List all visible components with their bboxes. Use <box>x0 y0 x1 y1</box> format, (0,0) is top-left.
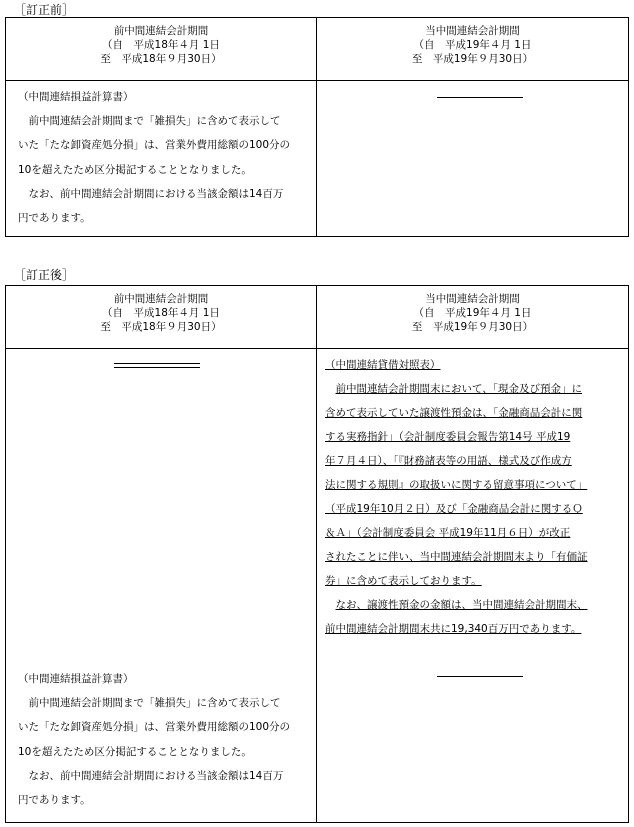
body-line: 含めて表示していた譲渡性預金は、「金融商品会計に関 <box>325 407 583 419</box>
before-header-row <box>6 18 628 81</box>
section-heading: （中間連結損益計算書） <box>18 673 134 685</box>
before-prev-period-header <box>6 18 317 80</box>
body-line: 円であります。 <box>18 794 91 807</box>
before-label: ［訂正前］ <box>14 3 75 17</box>
after-curr-period-header <box>317 286 628 348</box>
period-from: （自 平成18年４月 1日 <box>102 307 220 319</box>
period-title: 前中間連結会計期間 <box>113 25 209 37</box>
body-line: いた「たな卸資産処分損」は、営業外費用総額の100分の <box>18 721 291 734</box>
before-table <box>5 17 629 237</box>
body-line: なお、前中間連結会計期間における当該金額は14百万 <box>28 769 284 782</box>
body-line: されたことに伴い、当中間連結会計期間末より「有価証 <box>325 551 588 563</box>
body-line: する実務指針」（会計制度委員会報告第14号 平成19 <box>325 431 571 443</box>
body-line: なお、前中間連結会計期間における当該金額は14百万 <box>28 187 284 200</box>
body-line: 10を超えたため区分掲記することとなりました。 <box>18 163 252 176</box>
body-line: 前中間連結会計期間まで「雑損失」に含めて表示して <box>28 115 281 128</box>
body-line: 10を超えたため区分掲記することとなりました。 <box>18 745 252 758</box>
period-to: 至 平成19年９月30日） <box>411 53 534 65</box>
period-title: 前中間連結会計期間 <box>113 293 209 305</box>
body-line: 年７月４日）、「『財務諸表等の用語、様式及び作成方 <box>325 455 572 467</box>
after-label: ［訂正後］ <box>14 268 75 282</box>
none-dash-double <box>114 363 200 368</box>
after-prev-body <box>6 349 317 823</box>
body-line: いた「たな卸資産処分損」は、営業外費用総額の100分の <box>18 139 291 152</box>
period-title: 当中間連結会計期間 <box>425 25 520 37</box>
section-heading: （中間連結損益計算書） <box>18 91 134 103</box>
section-heading: （中間連結貸借対照表） <box>325 359 441 371</box>
body-line: 前中間連結会計期間まで「雑損失」に含めて表示して <box>28 697 281 710</box>
after-body-row <box>6 349 628 823</box>
before-curr-body <box>317 81 628 237</box>
before-body-row <box>6 81 628 237</box>
body-line: 円であります。 <box>18 212 91 225</box>
before-prev-body <box>6 81 317 237</box>
before-curr-period-header <box>317 18 628 80</box>
body-line: なお、譲渡性預金の金額は、当中間連結会計期間末、 <box>335 599 588 611</box>
body-line: 券」に含めて表示しております。 <box>325 575 482 587</box>
none-dash <box>437 97 523 98</box>
body-line: 前中間連結会計期間末共に19,340百万円であります。 <box>325 623 582 635</box>
body-line: ＆Ａ」（会計制度委員会 平成19年11月６日）が改正 <box>325 527 571 539</box>
period-from: （自 平成19年４月 1日 <box>413 39 532 51</box>
period-to: 至 平成18年９月30日） <box>100 53 222 65</box>
period-from: （自 平成19年４月 1日 <box>413 307 532 319</box>
body-line: （平成19年10月２日）及び「金融商品会計に関するＱ <box>325 503 583 515</box>
period-title: 当中間連結会計期間 <box>425 293 520 305</box>
after-prev-period-header <box>6 286 317 348</box>
after-table <box>5 285 629 823</box>
after-curr-body <box>317 349 628 823</box>
period-to: 至 平成18年９月30日） <box>100 321 222 333</box>
body-line: 前中間連結会計期間末において、「現金及び預金」に <box>335 383 583 395</box>
period-to: 至 平成19年９月30日） <box>411 321 534 333</box>
body-line: 法に関する規則』の取扱いに関する留意事項について」 <box>325 479 588 491</box>
period-from: （自 平成18年４月 1日 <box>102 39 220 51</box>
none-dash <box>437 676 523 677</box>
after-header-row <box>6 286 628 349</box>
